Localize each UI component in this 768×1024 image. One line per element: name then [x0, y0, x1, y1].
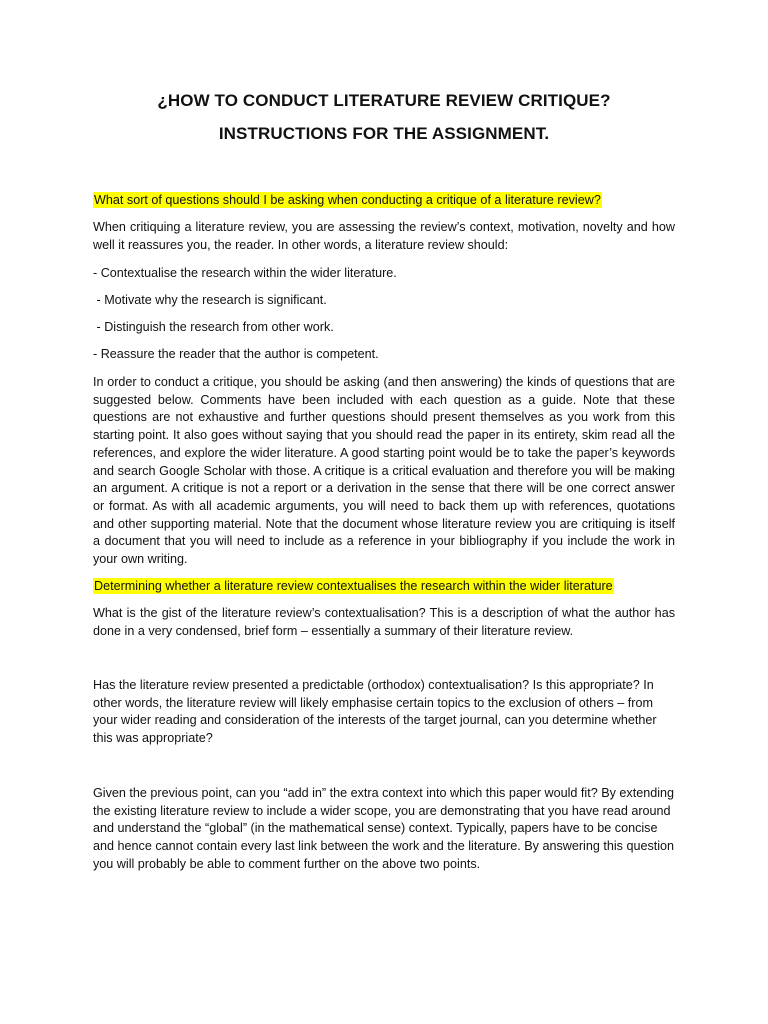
highlighted-question-2	[93, 578, 675, 596]
bullet-item: - Contextualise the research within the wider literature.	[93, 266, 397, 280]
bullet-item: - Reassure the reader that the author is competent.	[93, 347, 379, 361]
critique-paragraph: In order to conduct a critique, you should be asking (and then answering) the kinds of questions that are suggested below. Comments have been included with each question as a guide. Note that these questions are not exhaustive and further questions should present themselves as you work from this starting point. It also goes without saying that you should read the paper in its entirety, skim read all the references, and explore the wider literature. A good starting point would be to take the paper’s keywords and search Google Scholar with those. A critique is a critical evaluation and therefore you will be making an argument. A critique is not a report or a derivation in the sense that there will be one correct answer or format. As with all academic arguments, you will need to back them up with references, quotations and other supporting material. Note that the document whose literature review you are critiquing is itself a document that you will need to include as a reference in your bibliography if you include the work in your own writing.	[93, 375, 675, 567]
add-in-paragraph: Given the previous point, can you “add in” the extra context into which this paper would fit? By extending the existing literature review to include a wider scope, you are demonstrating that you have read around and understand the “global” (in the mathematical sense) context. Typically, papers have to be concise and hence cannot contain every last link between the work and the literature. By answering this question you will probably be able to comment further on the above two points.	[93, 786, 675, 871]
gist-paragraph: What is the gist of the literature review’s contextualisation? This is a description of what the author has done in a very condensed, brief form – essentially a summary of their literature review.	[93, 606, 675, 638]
document-subtitle: INSTRUCTIONS FOR THE ASSIGNMENT.	[218, 124, 550, 143]
intro-paragraph: When critiquing a literature review, you are assessing the review’s context, motivation, novelty and how well it reassures you, the reader. In other words, a literature review should:	[93, 220, 675, 252]
highlighted-question-1	[93, 192, 675, 210]
bullet-item: - Motivate why the research is significant.	[93, 293, 327, 307]
highlight-text: What sort of questions should I be asking when conducting a critique of a literature review?	[94, 193, 601, 207]
predictable-paragraph: Has the literature review presented a predictable (orthodox) contextualisation? Is this appropriate? In other words, the literature review will likely emphasise certain topics to the exclusion of others – from your wider reading and consideration of the interests of the target journal, can you determine whether this was appropriate?	[93, 678, 657, 746]
bullet-item: - Distinguish the research from other work.	[93, 320, 334, 334]
document-title: ¿HOW TO CONDUCT LITERATURE REVIEW CRITIQUE?	[157, 91, 611, 110]
highlight-text: Determining whether a literature review contextualises the research within the wider literature	[94, 579, 613, 593]
